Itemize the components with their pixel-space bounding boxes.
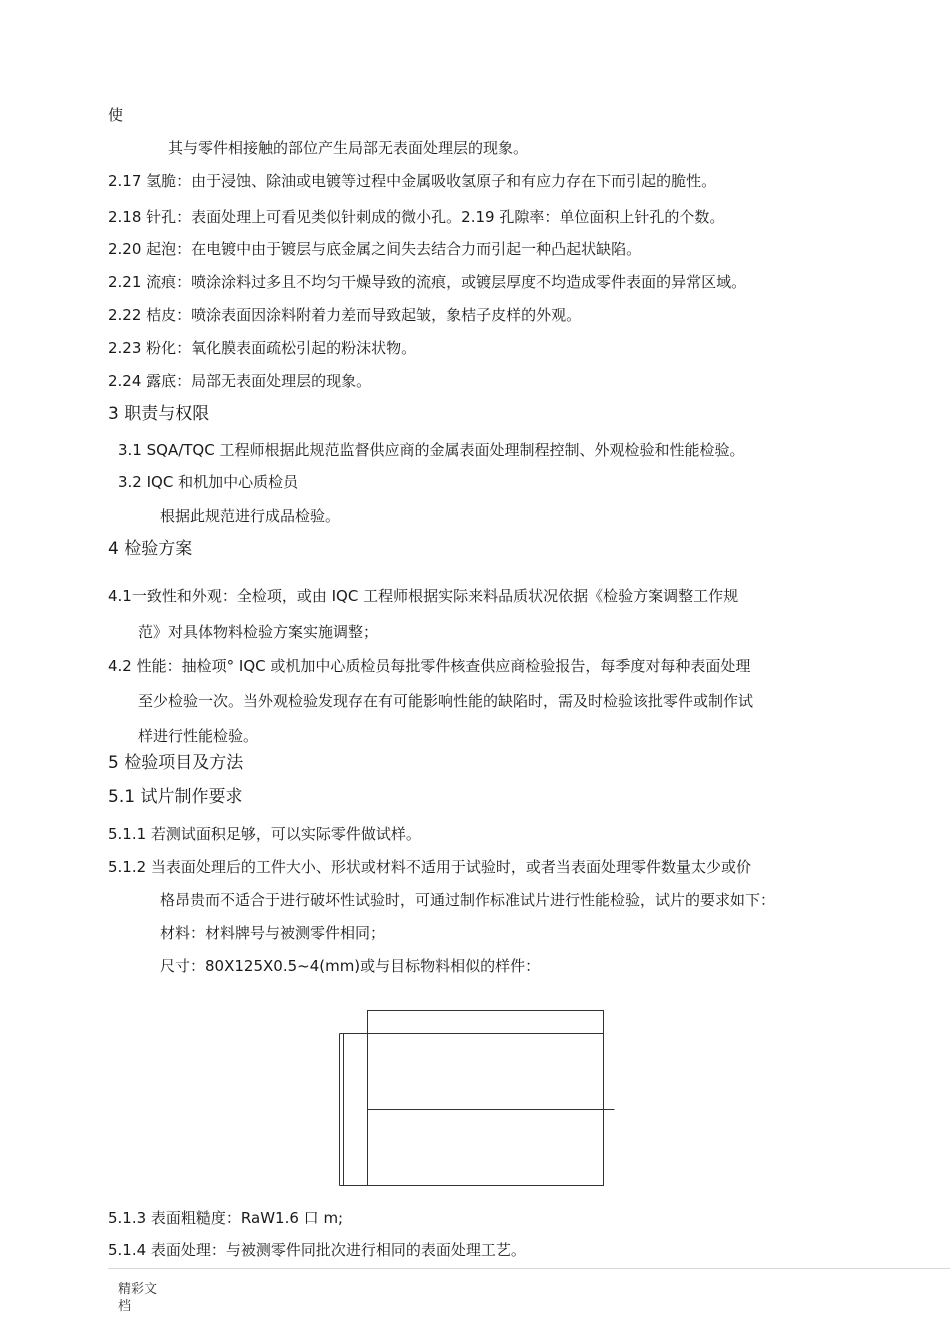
text-line: 范》对具体物料检验方案实施调整； — [138, 623, 379, 641]
definition-2-22: 2.22 桔皮：喷涂表面因涂料附着力差而导致起皱，象桔子皮样的外观。 — [108, 306, 582, 324]
text-line: 材料：材料牌号与被测零件相同； — [160, 924, 386, 942]
text-line: 使 — [108, 106, 124, 124]
clause-5-1-4: 5.1.4 表面处理：与被测零件同批次进行相同的表面处理工艺。 — [108, 1241, 526, 1259]
definition-2-18: 2.18 针孔：表面处理上可看见类似针刺成的微小孔。2.19 孔隙率：单位面积上针孔的个数。 — [108, 208, 725, 226]
definition-2-17: 2.17 氢脆：由于浸蚀、除油或电镀等过程中金属吸收氢原子和有应力存在下而引起的脆性。 — [108, 172, 717, 190]
text-line: 格昂贵而不适合于进行破坏性试验时，可通过制作标准试片进行性能检验，试片的要求如下： — [160, 891, 776, 909]
section-heading-5: 5 检验项目及方法 — [108, 753, 244, 773]
section-heading-5-1: 5.1 试片制作要求 — [108, 787, 243, 807]
text-line: 其与零件相接触的部位产生局部无表面处理层的现象。 — [168, 139, 529, 157]
clause-4-2: 4.2 性能：抽检项° IQC 或机加中心质检员每批零件核查供应商检验报告，每季度对每种表面处理 — [108, 657, 751, 675]
clause-5-1-1: 5.1.1 若测试面积足够，可以实际零件做试样。 — [108, 825, 421, 843]
section-heading-3: 3 职责与权限 — [108, 404, 210, 424]
definition-2-23: 2.23 粉化：氧化膜表面疏松引起的粉沫状物。 — [108, 339, 417, 357]
text-line: 根据此规范进行成品检验。 — [160, 507, 341, 525]
definition-2-20: 2.20 起泡：在电镀中由于镀层与底金属之间失去结合力而引起一种凸起状缺陷。 — [108, 240, 642, 258]
footer-text: 精彩文 — [118, 1282, 158, 1297]
footer-divider — [108, 1268, 950, 1269]
footer-text: 档 — [118, 1299, 132, 1314]
clause-3-1: 3.1 SQA/TQC 工程师根据此规范监督供应商的金属表面处理制程控制、外观检验和性能检验。 — [118, 441, 745, 459]
definition-2-21: 2.21 流痕：喷涂涂料过多且不均匀干燥导致的流痕，或镀层厚度不均造成零件表面的异常区域。 — [108, 273, 747, 291]
clause-4-1: 4.1一致性和外观：全检项，或由 IQC 工程师根据实际来料品质状况依据《检验方案调整工作规 — [108, 587, 739, 605]
text-line: 尺寸：80X125X0.5~4(mm)或与目标物料相似的样件： — [160, 957, 541, 975]
definition-2-24: 2.24 露底：局部无表面处理层的现象。 — [108, 372, 372, 390]
clause-5-1-3: 5.1.3 表面粗糙度：RaW1.6 口 m; — [108, 1209, 344, 1227]
specimen-outline — [368, 1011, 604, 1186]
text-line: 样进行性能检验。 — [138, 727, 259, 745]
clause-3-2: 3.2 IQC 和机加中心质检员 — [118, 473, 299, 491]
clause-5-1-2: 5.1.2 当表面处理后的工件大小、形状或材料不适用于试验时，或者当表面处理零件数量太少或价 — [108, 858, 751, 876]
text-line: 至少检验一次。当外观检验发现存在有可能影响性能的缺陷时，需及时检验该批零件或制作试 — [138, 692, 754, 710]
section-heading-4: 4 检验方案 — [108, 539, 193, 559]
